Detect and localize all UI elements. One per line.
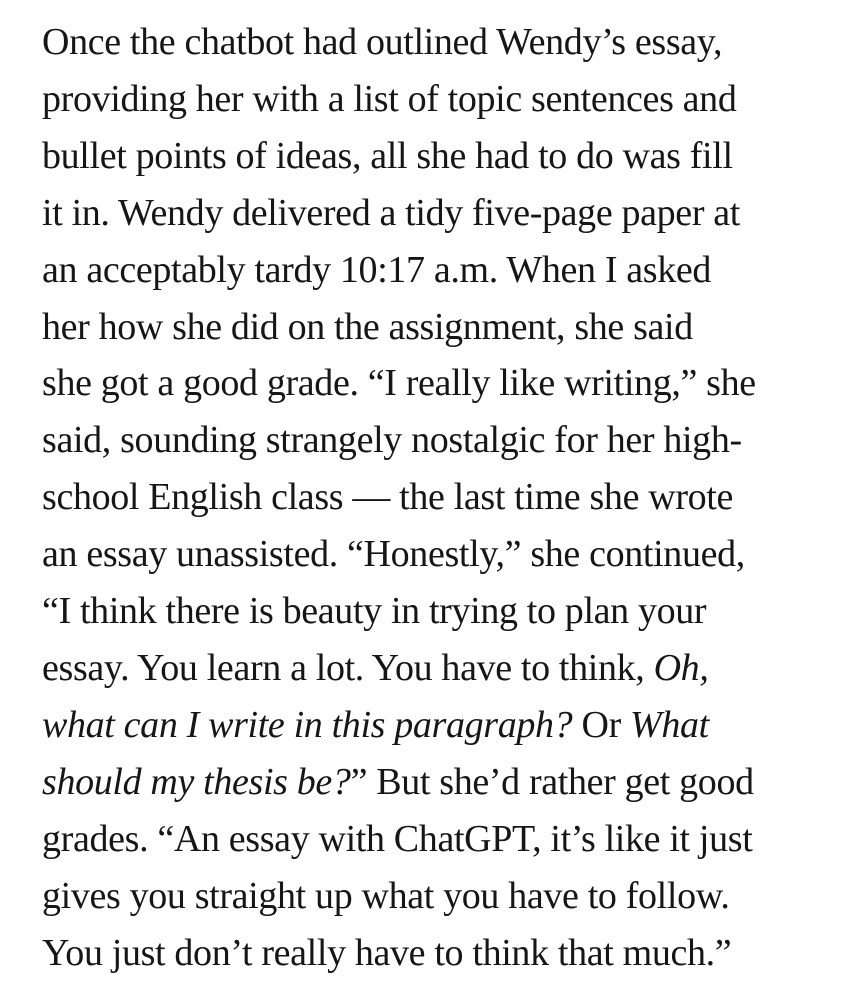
text-run: an acceptably tardy 10:17 a.m. When I asked bbox=[42, 248, 712, 291]
text-line bbox=[42, 185, 842, 242]
text-line bbox=[42, 697, 842, 754]
text-line bbox=[42, 925, 842, 982]
text-line bbox=[42, 640, 842, 697]
text-line bbox=[42, 14, 842, 71]
italic-text-run: Oh, bbox=[653, 646, 709, 689]
text-run: she got a good grade. “I really like writing,” she bbox=[42, 362, 756, 405]
text-run: essay. You learn a lot. You have to think, bbox=[42, 646, 654, 689]
text-run: said, sounding strangely nostalgic for her high- bbox=[42, 419, 742, 462]
italic-text-run: What bbox=[630, 703, 709, 746]
text-run: it in. Wendy delivered a tidy five-page paper at bbox=[42, 191, 741, 234]
text-run: school English class — the last time she wrote bbox=[42, 476, 734, 519]
text-run: gives you straight up what you have to follow. bbox=[42, 874, 730, 917]
text-line bbox=[42, 469, 842, 526]
text-line bbox=[42, 754, 842, 811]
italic-text-run: what can I write in this paragraph? bbox=[42, 703, 573, 746]
text-run: an essay unassisted. “Honestly,” she continued, bbox=[42, 533, 745, 576]
text-run: “I think there is beauty in trying to plan your bbox=[42, 590, 707, 633]
text-line bbox=[42, 71, 842, 128]
text-line bbox=[42, 526, 842, 583]
italic-text-run: should my thesis be? bbox=[42, 760, 351, 803]
text-line bbox=[42, 412, 842, 469]
text-run: providing her with a list of topic sentences and bbox=[42, 77, 737, 120]
text-run: her how she did on the assignment, she said bbox=[42, 305, 693, 348]
text-run: Or bbox=[572, 703, 631, 746]
text-line bbox=[42, 299, 842, 356]
text-run: bullet points of ideas, all she had to do was fill bbox=[42, 134, 733, 177]
text-line bbox=[42, 242, 842, 299]
article-paragraph bbox=[42, 14, 842, 981]
text-run: Once the chatbot had outlined Wendy’s essay, bbox=[42, 21, 723, 63]
text-run: You just don’t really have to think that much.” bbox=[42, 931, 732, 974]
text-line bbox=[42, 355, 842, 412]
text-run: ” But she’d rather get good bbox=[350, 760, 754, 803]
text-line bbox=[42, 811, 842, 868]
text-line bbox=[42, 128, 842, 185]
text-line bbox=[42, 868, 842, 925]
text-run: grades. “An essay with ChatGPT, it’s like it just bbox=[42, 817, 753, 860]
text-line bbox=[42, 583, 842, 640]
